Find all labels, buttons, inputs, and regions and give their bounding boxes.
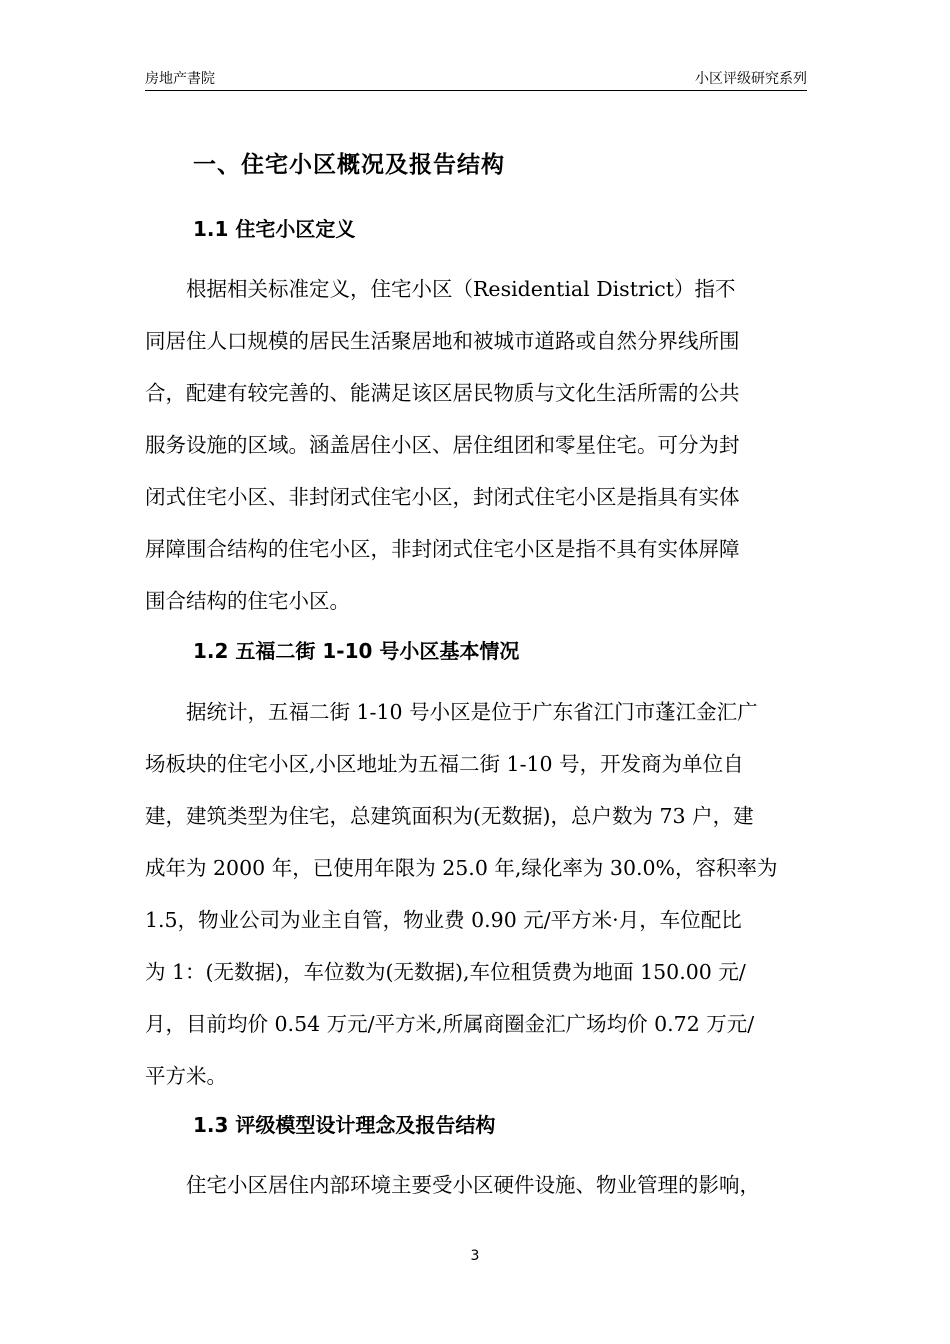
paragraph-line: 为 1：(无数据)，车位数为(无数据),车位租赁费为地面 150.00 元/ xyxy=(145,960,746,984)
section-1-2-paragraph xyxy=(145,686,817,1102)
section-1-1-heading: 1.1 住宅小区定义 xyxy=(193,217,356,241)
header-series: 小区评级研究系列 xyxy=(695,71,807,87)
paragraph-line: 合，配建有较完善的、能满足该区居民物质与文化生活所需的公共 xyxy=(145,381,740,405)
section-1-1-paragraph xyxy=(145,263,817,627)
paragraph-line: 建，建筑类型为住宅，总建筑面积为(无数据)，总户数为 73 户，建 xyxy=(145,804,754,828)
paragraph-line: 据统计，五福二街 1-10 号小区是位于广东省江门市蓬江金汇广 xyxy=(145,700,758,724)
header-publisher: 房地产書院 xyxy=(145,71,215,87)
paragraph-line: 围合结构的住宅小区。 xyxy=(145,589,350,613)
section-1-2-heading: 1.2 五福二街 1-10 号小区基本情况 xyxy=(193,639,520,663)
paragraph-line: 同居住人口规模的居民生活聚居地和被城市道路或自然分界线所围 xyxy=(145,329,740,353)
paragraph-line: 平方米。 xyxy=(145,1064,227,1088)
paragraph-line: 闭式住宅小区、非封闭式住宅小区，封闭式住宅小区是指具有实体 xyxy=(145,485,740,509)
paragraph-line: 成年为 2000 年，已使用年限为 25.0 年,绿化率为 30.0%，容积率为 xyxy=(145,856,778,880)
paragraph-line: 服务设施的区域。涵盖居住小区、居住组团和零星住宅。可分为封 xyxy=(145,433,740,457)
section-1-3-heading: 1.3 评级模型设计理念及报告结构 xyxy=(193,1113,496,1137)
paragraph-line: 根据相关标准定义，住宅小区（Residential District）指不 xyxy=(145,277,736,301)
page-header xyxy=(145,66,807,91)
paragraph-line: 月，目前均价 0.54 万元/平方米,所属商圈金汇广场均价 0.72 万元/ xyxy=(145,1012,755,1036)
paragraph-line: 屏障围合结构的住宅小区，非封闭式住宅小区是指不具有实体屏障 xyxy=(145,537,740,561)
paragraph-line: 1.5，物业公司为业主自管，物业费 0.90 元/平方米·月，车位配比 xyxy=(145,908,742,932)
paragraph-line: 住宅小区居住内部环境主要受小区硬件设施、物业管理的影响， xyxy=(145,1173,760,1197)
chapter-title: 一、住宅小区概况及报告结构 xyxy=(193,152,505,178)
section-1-3-paragraph xyxy=(145,1159,817,1211)
page-number: 3 xyxy=(470,1248,480,1264)
paragraph-line: 场板块的住宅小区,小区地址为五福二街 1-10 号，开发商为单位自 xyxy=(145,752,744,776)
